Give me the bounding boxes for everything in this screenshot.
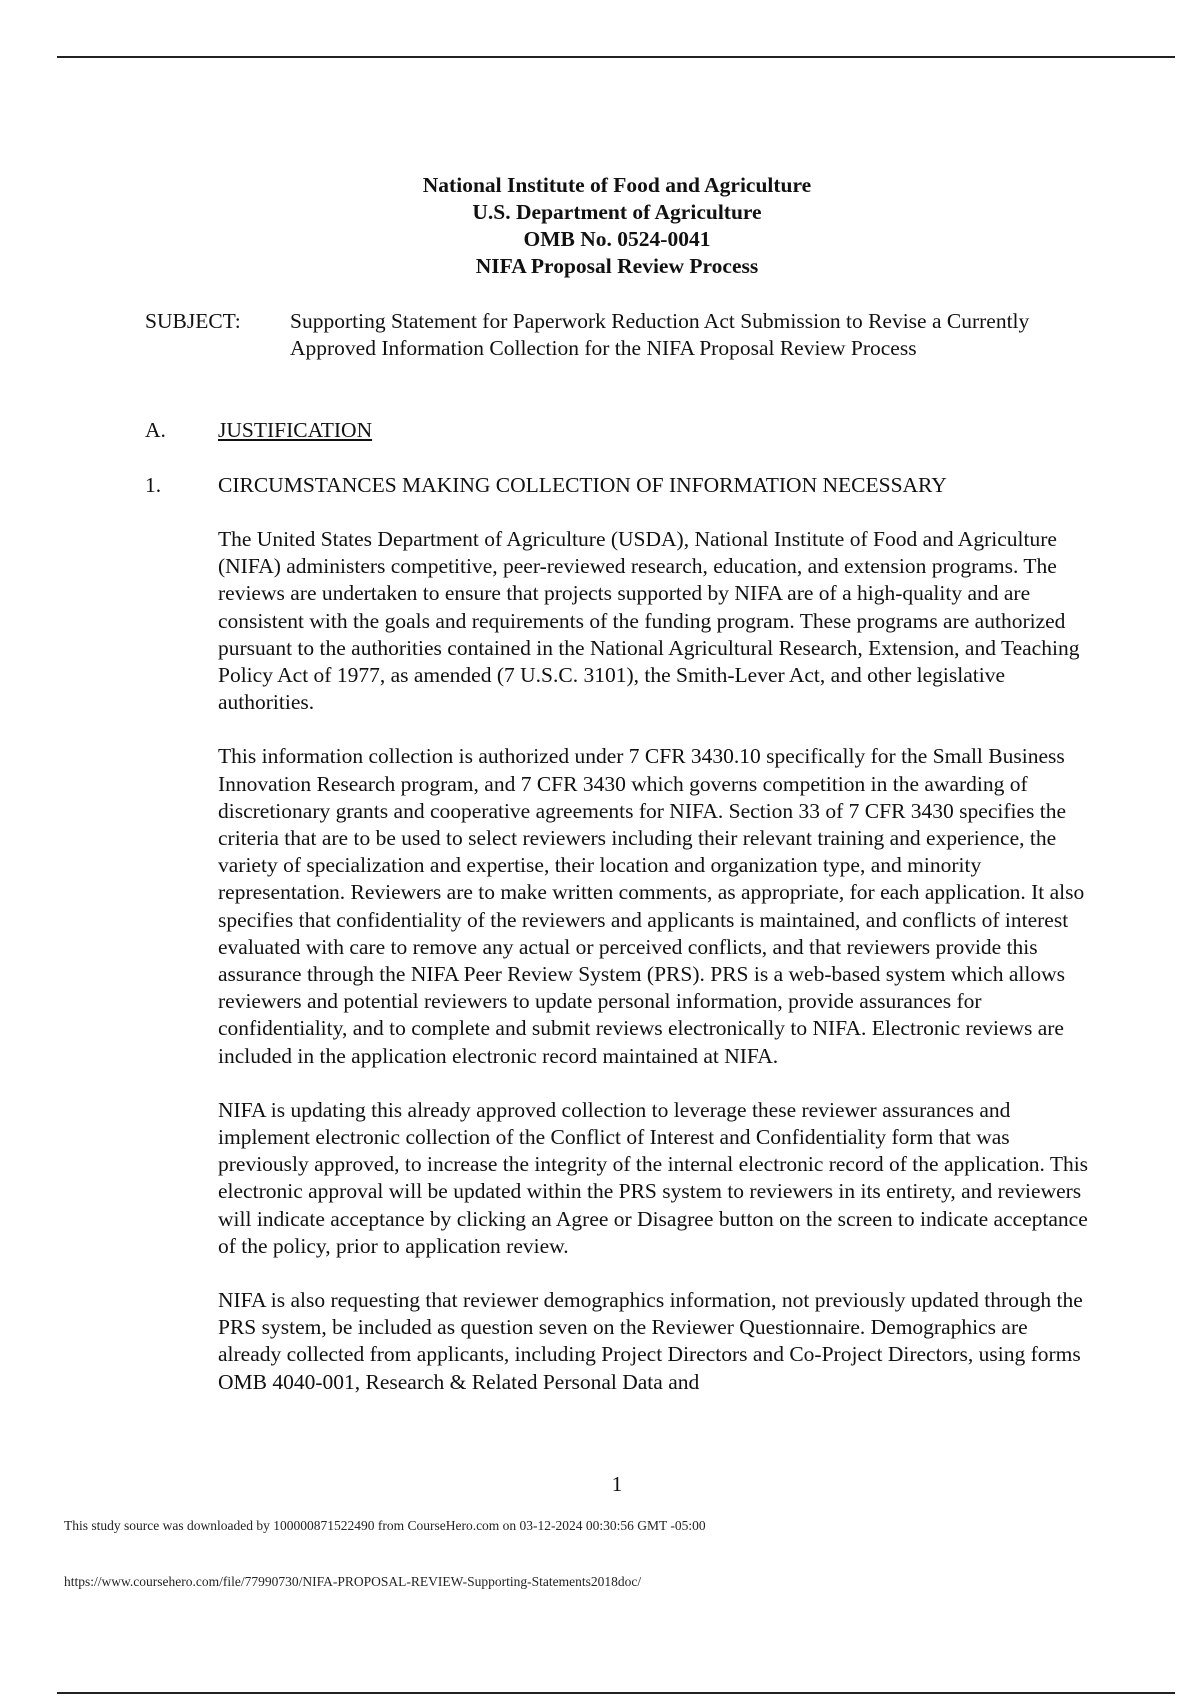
top-rule: [57, 56, 1175, 58]
paragraph: This information collection is authorized under 7 CFR 3430.10 specifically for the Small Business Innovation Research program, and 7 CFR 3430 which governs competition in the awarding of discretionary grants and cooperative agreements for NIFA. Section 33 of 7 CFR 3430 specifies the criteria that are to be used to select reviewers including their relevant training and experience, the variety of specialization and expertise, their location and organization type, and minority representation. Reviewers are to make written comments, as appropriate, for each application. It also specifies that confidentiality of the reviewers and applicants is maintained, and conflicts of interest evaluated with care to remove any actual or perceived conflicts, and that reviewers provide this assurance through the NIFA Peer Review System (PRS). PRS is a web-based system which allows reviewers and potential reviewers to update personal information, provide assurances for confidentiality, and to complete and submit reviews electronically to NIFA. Electronic reviews are included in the application electronic record maintained at NIFA.: [218, 744, 1085, 1068]
header-line-department: U.S. Department of Agriculture: [472, 200, 762, 224]
item-number: 1.: [145, 473, 162, 497]
paragraph: NIFA is also requesting that reviewer demographics information, not previously updated through the PRS system, be included as question seven on the Reviewer Questionnaire. Demographics are already collected from applicants, including Project Directors and Co-Project Directors, using forms OMB 4040-001, Research & Related Personal Data and: [218, 1288, 1083, 1394]
subject-text: Supporting Statement for Paperwork Reduction Act Submission to Revise a Currently Approved Information Collection for the NIFA Proposal Review Process: [290, 309, 1030, 360]
paragraph: NIFA is updating this already approved collection to leverage these reviewer assurances and implement electronic collection of the Conflict of Interest and Confidentiality form that was previously approved, to increase the integrity of the internal electronic record of the application. This electronic approval will be updated within the PRS system to reviewers in its entirety, and reviewers will indicate acceptance by clicking an Agree or Disagree button on the screen to indicate acceptance of the policy, prior to application review.: [218, 1097, 1089, 1258]
section-letter: A.: [145, 418, 166, 442]
body-text: [218, 526, 1090, 1423]
paragraph: The United States Department of Agriculture (USDA), National Institute of Food and Agriculture (NIFA) administers competitive, peer-reviewed research, education, and extension programs. The reviews are undertaken to ensure that projects supported by NIFA are of a high-quality and are consistent with the goals and requirements of the funding program. These programs are authorized pursuant to the authorities contained in the National Agricultural Research, Extension, and Teaching Policy Act of 1977, as amended (7 U.S.C. 3101), the Smith-Lever Act, and other legislative authorities.: [218, 527, 1080, 715]
header-line-process: NIFA Proposal Review Process: [475, 254, 759, 278]
download-note: This study source was downloaded by 100000871522490 from CourseHero.com on 03-12-2024 00:30:56 GMT -05:00: [64, 1518, 706, 1533]
page-number: 1: [611, 1472, 623, 1496]
subject-block: [145, 308, 1095, 362]
header-line-agency: National Institute of Food and Agriculture: [422, 173, 812, 197]
source-url[interactable]: https://www.coursehero.com/file/77990730/NIFA-PROPOSAL-REVIEW-Supporting-Statements2018doc/: [64, 1574, 642, 1589]
bottom-rule: [57, 1692, 1175, 1694]
item-title: CIRCUMSTANCES MAKING COLLECTION OF INFORMATION NECESSARY: [218, 473, 947, 497]
header-line-omb-number: OMB No. 0524-0041: [523, 227, 711, 251]
document-header: [0, 172, 1200, 280]
subject-label: SUBJECT:: [145, 309, 241, 333]
section-title: JUSTIFICATION: [218, 418, 373, 442]
